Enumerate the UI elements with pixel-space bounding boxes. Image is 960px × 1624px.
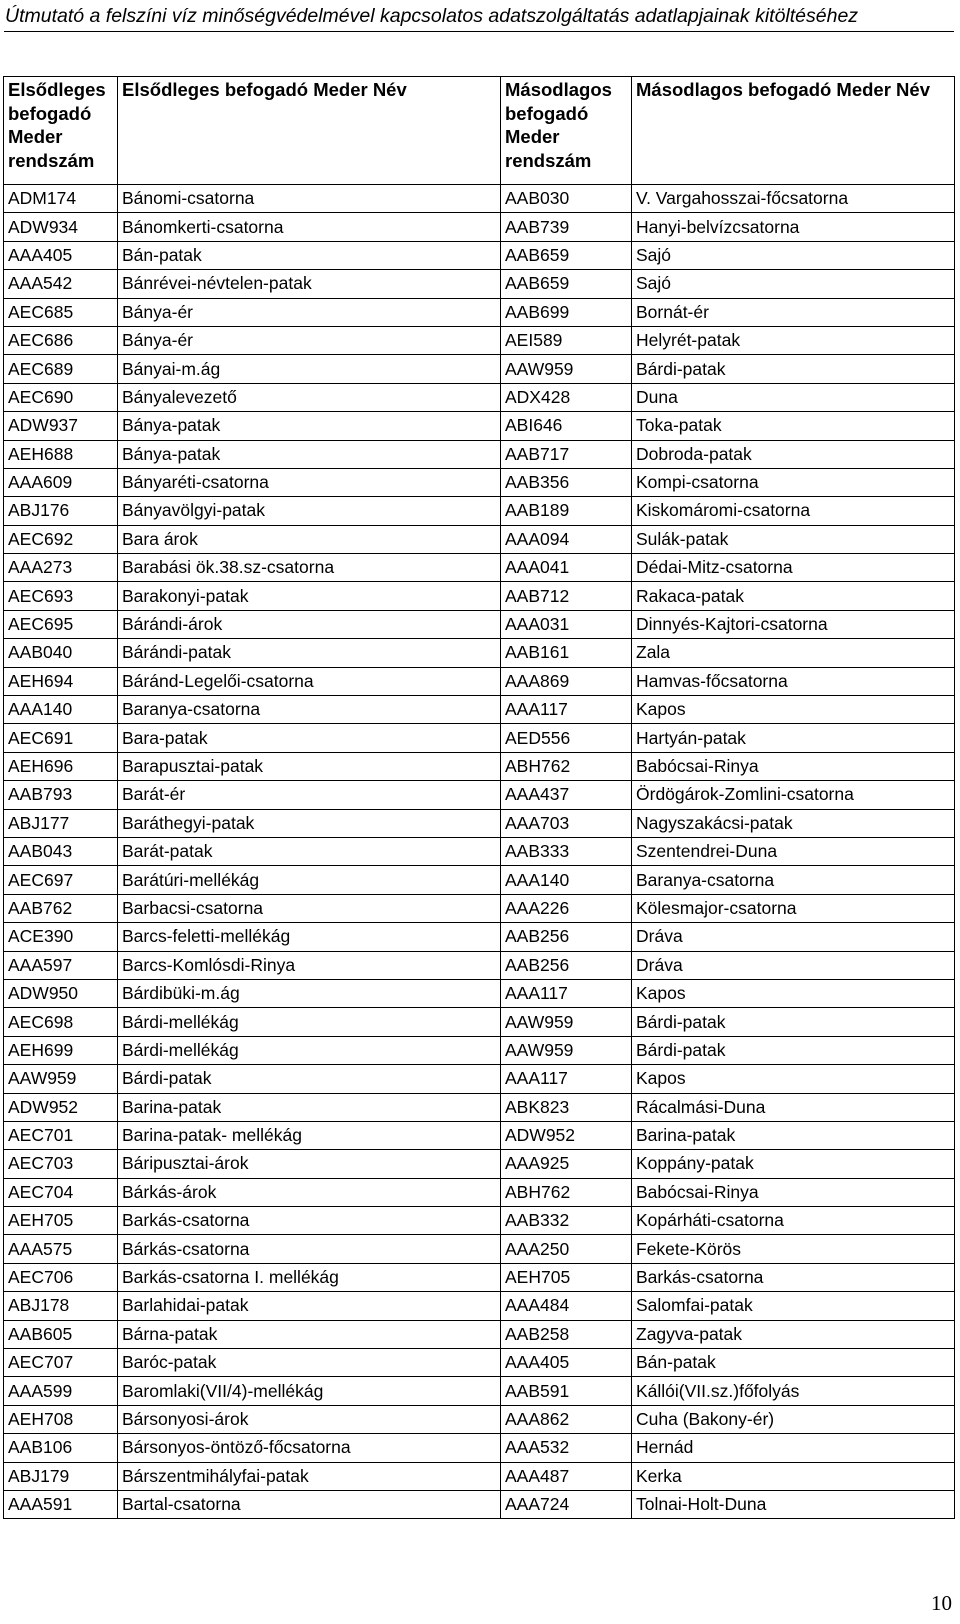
table-row (4, 1036, 955, 1064)
primary-code-cell: AAB793 (4, 781, 118, 809)
primary-name-cell: Bányai-m.ág (118, 355, 501, 383)
header-divider (4, 31, 954, 32)
table-row (4, 355, 955, 383)
table-row (4, 724, 955, 752)
primary-code-cell: AEC698 (4, 1008, 118, 1036)
primary-name-cell: Bánya-ér (118, 326, 501, 354)
secondary-code-cell: AAB739 (501, 213, 632, 241)
table-row (4, 1320, 955, 1348)
table-row (4, 1065, 955, 1093)
table-row (4, 1178, 955, 1206)
primary-code-cell: AAB762 (4, 894, 118, 922)
secondary-name-cell: Barkás-csatorna (632, 1263, 955, 1291)
secondary-name-cell: Ördögárok-Zomlini-csatorna (632, 781, 955, 809)
primary-code-cell: AAB106 (4, 1434, 118, 1462)
primary-code-cell: ADW952 (4, 1093, 118, 1121)
table-row (4, 809, 955, 837)
primary-name-cell: Barkás-csatorna (118, 1207, 501, 1235)
secondary-code-cell: AAA031 (501, 610, 632, 638)
secondary-code-cell: AAA094 (501, 525, 632, 553)
secondary-name-cell: Salomfai-patak (632, 1292, 955, 1320)
secondary-name-cell: Helyrét-patak (632, 326, 955, 354)
table-row (4, 185, 955, 213)
primary-code-cell: AAA273 (4, 554, 118, 582)
secondary-code-cell: AAB659 (501, 270, 632, 298)
secondary-code-cell: AAA117 (501, 696, 632, 724)
primary-name-cell: Bara-patak (118, 724, 501, 752)
secondary-code-cell: AAB712 (501, 582, 632, 610)
primary-code-cell: AEC706 (4, 1263, 118, 1291)
secondary-name-cell: Nagyszakácsi-patak (632, 809, 955, 837)
primary-code-cell: AEH699 (4, 1036, 118, 1064)
primary-code-cell: AEC695 (4, 610, 118, 638)
secondary-name-cell: Kerka (632, 1462, 955, 1490)
primary-name-cell: Bárándi-árok (118, 610, 501, 638)
table-row (4, 270, 955, 298)
column-header-primary-name: Elsődleges befogadó Meder Név (118, 77, 501, 185)
primary-code-cell: ADW950 (4, 979, 118, 1007)
primary-code-cell: AEH696 (4, 752, 118, 780)
secondary-code-cell: AAB256 (501, 951, 632, 979)
secondary-code-cell: AAA250 (501, 1235, 632, 1263)
secondary-code-cell: AAW959 (501, 1036, 632, 1064)
table-row (4, 440, 955, 468)
secondary-name-cell: Kállói(VII.sz.)főfolyás (632, 1377, 955, 1405)
secondary-code-cell: AAB256 (501, 923, 632, 951)
secondary-code-cell: AAA484 (501, 1292, 632, 1320)
primary-code-cell: AAA405 (4, 241, 118, 269)
secondary-name-cell: Dráva (632, 951, 955, 979)
primary-name-cell: Bárkás-árok (118, 1178, 501, 1206)
table-row (4, 639, 955, 667)
table-row (4, 781, 955, 809)
table-row (4, 383, 955, 411)
table-row (4, 326, 955, 354)
primary-code-cell: AAW959 (4, 1065, 118, 1093)
primary-name-cell: Baráthegyi-patak (118, 809, 501, 837)
secondary-code-cell: AAA925 (501, 1150, 632, 1178)
primary-name-cell: Bárna-patak (118, 1320, 501, 1348)
page-header-title: Útmutató a felszíni víz minőségvédelmével kapcsolatos adatszolgáltatás adatlapjainak kitöltéséhez (5, 5, 859, 27)
table-row (4, 866, 955, 894)
secondary-code-cell: AAA140 (501, 866, 632, 894)
table-row (4, 1150, 955, 1178)
secondary-name-cell: Toka-patak (632, 412, 955, 440)
primary-name-cell: Bánya-patak (118, 440, 501, 468)
secondary-code-cell: AAA862 (501, 1405, 632, 1433)
primary-name-cell: Barlahidai-patak (118, 1292, 501, 1320)
table-row (4, 1434, 955, 1462)
secondary-name-cell: Szentendrei-Duna (632, 837, 955, 865)
primary-code-cell: ACE390 (4, 923, 118, 951)
secondary-name-cell: Bárdi-patak (632, 1036, 955, 1064)
primary-code-cell: AEC697 (4, 866, 118, 894)
primary-code-cell: AEC689 (4, 355, 118, 383)
table-row (4, 1008, 955, 1036)
table-row (4, 298, 955, 326)
primary-code-cell: AAA597 (4, 951, 118, 979)
secondary-code-cell: AAB161 (501, 639, 632, 667)
primary-name-cell: Baromlaki(VII/4)-mellékág (118, 1377, 501, 1405)
primary-name-cell: Bárdibüki-m.ág (118, 979, 501, 1007)
column-header-primary-code: Elsődleges befogadó Meder rendszám (4, 77, 118, 185)
secondary-name-cell: Hanyi-belvízcsatorna (632, 213, 955, 241)
secondary-name-cell: Baranya-csatorna (632, 866, 955, 894)
secondary-name-cell: Bán-patak (632, 1349, 955, 1377)
secondary-name-cell: Kapos (632, 696, 955, 724)
secondary-code-cell: AAB591 (501, 1377, 632, 1405)
primary-name-cell: Barcs-Komlósdi-Rinya (118, 951, 501, 979)
primary-code-cell: AAA542 (4, 270, 118, 298)
primary-name-cell: Bárándi-patak (118, 639, 501, 667)
column-header-secondary-name: Másodlagos befogadó Meder Név (632, 77, 955, 185)
secondary-name-cell: Sajó (632, 241, 955, 269)
secondary-name-cell: Tolnai-Holt-Duna (632, 1490, 955, 1518)
table-row (4, 1292, 955, 1320)
primary-name-cell: Bánomi-csatorna (118, 185, 501, 213)
secondary-code-cell: AAB030 (501, 185, 632, 213)
secondary-code-cell: AAA041 (501, 554, 632, 582)
table-row (4, 1462, 955, 1490)
column-header-secondary-code: Másodlagos befogadó Meder rendszám (501, 77, 632, 185)
secondary-code-cell: AAW959 (501, 355, 632, 383)
secondary-name-cell: Bárdi-patak (632, 355, 955, 383)
primary-code-cell: AEC692 (4, 525, 118, 553)
table-row (4, 1377, 955, 1405)
secondary-name-cell: Kiskomáromi-csatorna (632, 497, 955, 525)
secondary-name-cell: Cuha (Bakony-ér) (632, 1405, 955, 1433)
table-row (4, 582, 955, 610)
table-row (4, 837, 955, 865)
primary-code-cell: AAA575 (4, 1235, 118, 1263)
primary-name-cell: Bányalevezető (118, 383, 501, 411)
primary-name-cell: Barkás-csatorna I. mellékág (118, 1263, 501, 1291)
primary-code-cell: ADM174 (4, 185, 118, 213)
primary-name-cell: Barát-ér (118, 781, 501, 809)
primary-code-cell: AEC685 (4, 298, 118, 326)
secondary-code-cell: ABI646 (501, 412, 632, 440)
secondary-name-cell: Zala (632, 639, 955, 667)
secondary-name-cell: V. Vargahosszai-főcsatorna (632, 185, 955, 213)
page-number: 10 (931, 1591, 952, 1615)
secondary-name-cell: Babócsai-Rinya (632, 752, 955, 780)
secondary-name-cell: Barina-patak (632, 1121, 955, 1149)
primary-name-cell: Báripusztai-árok (118, 1150, 501, 1178)
secondary-name-cell: Dédai-Mitz-csatorna (632, 554, 955, 582)
secondary-name-cell: Sulák-patak (632, 525, 955, 553)
secondary-name-cell: Rácalmási-Duna (632, 1093, 955, 1121)
secondary-code-cell: AAB189 (501, 497, 632, 525)
secondary-name-cell: Rakaca-patak (632, 582, 955, 610)
secondary-code-cell: AED556 (501, 724, 632, 752)
primary-name-cell: Barátúri-mellékág (118, 866, 501, 894)
table-row (4, 213, 955, 241)
primary-name-cell: Bánomkerti-csatorna (118, 213, 501, 241)
primary-name-cell: Barina-patak (118, 1093, 501, 1121)
table-row (4, 1207, 955, 1235)
secondary-code-cell: AAA226 (501, 894, 632, 922)
table-row (4, 752, 955, 780)
secondary-code-cell: ADX428 (501, 383, 632, 411)
table-row (4, 979, 955, 1007)
secondary-code-cell: AAA724 (501, 1490, 632, 1518)
secondary-code-cell: AEI589 (501, 326, 632, 354)
secondary-name-cell: Babócsai-Rinya (632, 1178, 955, 1206)
primary-name-cell: Báránd-Legelői-csatorna (118, 667, 501, 695)
secondary-name-cell: Bárdi-patak (632, 1008, 955, 1036)
primary-name-cell: Barbacsi-csatorna (118, 894, 501, 922)
secondary-name-cell: Kompi-csatorna (632, 468, 955, 496)
table-row (4, 1349, 955, 1377)
table-row (4, 951, 955, 979)
primary-name-cell: Barcs-feletti-mellékág (118, 923, 501, 951)
primary-code-cell: AAA591 (4, 1490, 118, 1518)
primary-name-cell: Barapusztai-patak (118, 752, 501, 780)
primary-code-cell: AAA599 (4, 1377, 118, 1405)
primary-code-cell: AAA140 (4, 696, 118, 724)
primary-name-cell: Bárdi-patak (118, 1065, 501, 1093)
secondary-code-cell: AAB332 (501, 1207, 632, 1235)
secondary-name-cell: Duna (632, 383, 955, 411)
table-row (4, 1093, 955, 1121)
secondary-name-cell: Bornát-ér (632, 298, 955, 326)
table-row (4, 610, 955, 638)
secondary-code-cell: AEH705 (501, 1263, 632, 1291)
secondary-code-cell: AAB659 (501, 241, 632, 269)
secondary-name-cell: Dobroda-patak (632, 440, 955, 468)
secondary-name-cell: Koppány-patak (632, 1150, 955, 1178)
primary-code-cell: ABJ177 (4, 809, 118, 837)
primary-name-cell: Baróc-patak (118, 1349, 501, 1377)
secondary-name-cell: Fekete-Körös (632, 1235, 955, 1263)
primary-code-cell: ADW937 (4, 412, 118, 440)
table-row (4, 1405, 955, 1433)
primary-name-cell: Bányaréti-csatorna (118, 468, 501, 496)
primary-name-cell: Bánya-ér (118, 298, 501, 326)
secondary-code-cell: AAB333 (501, 837, 632, 865)
table-row (4, 923, 955, 951)
secondary-code-cell: ABH762 (501, 752, 632, 780)
secondary-code-cell: AAA487 (501, 1462, 632, 1490)
table-header-row (4, 77, 955, 185)
primary-name-cell: Bara árok (118, 525, 501, 553)
secondary-code-cell: AAA117 (501, 979, 632, 1007)
primary-name-cell: Barát-patak (118, 837, 501, 865)
table-row (4, 241, 955, 269)
primary-name-cell: Barina-patak- mellékág (118, 1121, 501, 1149)
primary-code-cell: AEC707 (4, 1349, 118, 1377)
secondary-name-cell: Hartyán-patak (632, 724, 955, 752)
primary-code-cell: AAB043 (4, 837, 118, 865)
primary-code-cell: AEH688 (4, 440, 118, 468)
table-row (4, 497, 955, 525)
primary-name-cell: Bárdi-mellékág (118, 1036, 501, 1064)
primary-name-cell: Bársonyos-öntöző-főcsatorna (118, 1434, 501, 1462)
table-row (4, 554, 955, 582)
table-row (4, 1121, 955, 1149)
primary-code-cell: AEC701 (4, 1121, 118, 1149)
table-body (4, 185, 955, 1519)
primary-code-cell: AEC690 (4, 383, 118, 411)
secondary-name-cell: Dráva (632, 923, 955, 951)
secondary-name-cell: Zagyva-patak (632, 1320, 955, 1348)
table-row (4, 468, 955, 496)
primary-code-cell: AAA609 (4, 468, 118, 496)
secondary-name-cell: Hamvas-főcsatorna (632, 667, 955, 695)
primary-code-cell: AAB040 (4, 639, 118, 667)
secondary-name-cell: Hernád (632, 1434, 955, 1462)
primary-code-cell: ABJ179 (4, 1462, 118, 1490)
secondary-code-cell: AAA437 (501, 781, 632, 809)
primary-name-cell: Bánya-patak (118, 412, 501, 440)
table-row (4, 696, 955, 724)
secondary-code-cell: ABK823 (501, 1093, 632, 1121)
table-row (4, 1263, 955, 1291)
secondary-code-cell: AAA117 (501, 1065, 632, 1093)
secondary-code-cell: AAA869 (501, 667, 632, 695)
primary-name-cell: Bánrévei-névtelen-patak (118, 270, 501, 298)
secondary-code-cell: AAA703 (501, 809, 632, 837)
secondary-code-cell: AAA532 (501, 1434, 632, 1462)
table-row (4, 894, 955, 922)
table-row (4, 1490, 955, 1518)
secondary-name-cell: Kapos (632, 979, 955, 1007)
table-row (4, 412, 955, 440)
secondary-name-cell: Kopárháti-csatorna (632, 1207, 955, 1235)
primary-name-cell: Bartal-csatorna (118, 1490, 501, 1518)
primary-name-cell: Bárdi-mellékág (118, 1008, 501, 1036)
secondary-code-cell: AAA405 (501, 1349, 632, 1377)
primary-name-cell: Barabási ök.38.sz-csatorna (118, 554, 501, 582)
primary-code-cell: AEC693 (4, 582, 118, 610)
secondary-code-cell: ABH762 (501, 1178, 632, 1206)
primary-code-cell: AEC703 (4, 1150, 118, 1178)
table-row (4, 1235, 955, 1263)
primary-code-cell: AEC686 (4, 326, 118, 354)
primary-code-cell: ABJ176 (4, 497, 118, 525)
secondary-code-cell: AAB699 (501, 298, 632, 326)
primary-code-cell: AEH705 (4, 1207, 118, 1235)
river-bed-table (3, 76, 955, 1519)
primary-code-cell: ABJ178 (4, 1292, 118, 1320)
secondary-code-cell: AAW959 (501, 1008, 632, 1036)
primary-code-cell: AEH694 (4, 667, 118, 695)
primary-name-cell: Bársonyosi-árok (118, 1405, 501, 1433)
secondary-code-cell: AAB258 (501, 1320, 632, 1348)
primary-code-cell: AEH708 (4, 1405, 118, 1433)
secondary-code-cell: ADW952 (501, 1121, 632, 1149)
secondary-name-cell: Dinnyés-Kajtori-csatorna (632, 610, 955, 638)
table-row (4, 525, 955, 553)
primary-name-cell: Barakonyi-patak (118, 582, 501, 610)
secondary-name-cell: Kölesmajor-csatorna (632, 894, 955, 922)
secondary-name-cell: Kapos (632, 1065, 955, 1093)
table-header (4, 77, 955, 185)
primary-code-cell: AEC704 (4, 1178, 118, 1206)
secondary-name-cell: Sajó (632, 270, 955, 298)
primary-name-cell: Baranya-csatorna (118, 696, 501, 724)
primary-code-cell: ADW934 (4, 213, 118, 241)
primary-name-cell: Bán-patak (118, 241, 501, 269)
primary-name-cell: Bányavölgyi-patak (118, 497, 501, 525)
table-row (4, 667, 955, 695)
primary-name-cell: Bárkás-csatorna (118, 1235, 501, 1263)
secondary-code-cell: AAB356 (501, 468, 632, 496)
primary-name-cell: Bárszentmihályfai-patak (118, 1462, 501, 1490)
primary-code-cell: AAB605 (4, 1320, 118, 1348)
primary-code-cell: AEC691 (4, 724, 118, 752)
secondary-code-cell: AAB717 (501, 440, 632, 468)
